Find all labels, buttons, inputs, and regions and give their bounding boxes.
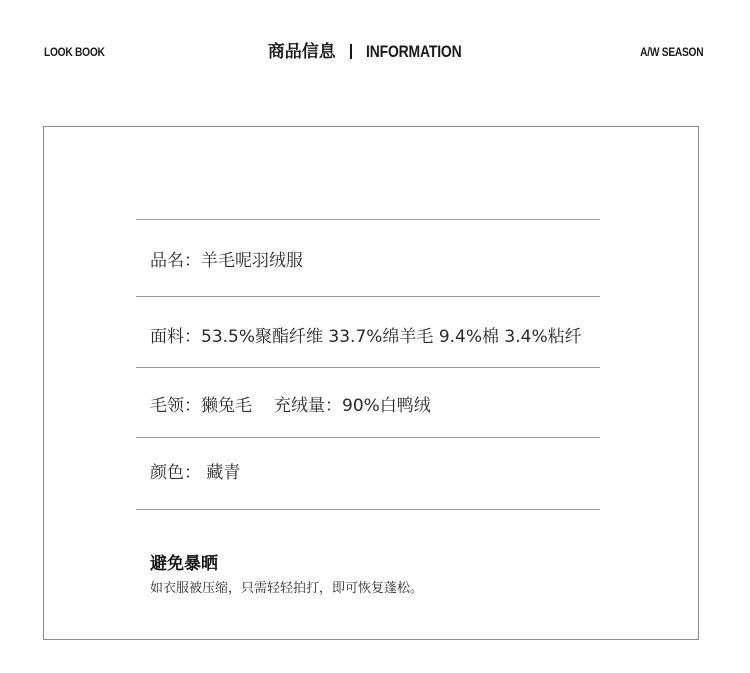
info-frame [43, 126, 699, 640]
care-title: 避免暴晒 [150, 554, 218, 574]
title-en: INFORMATION [365, 42, 462, 61]
color-row: 颜色： 藏青 [150, 463, 241, 483]
page-title [0, 40, 750, 64]
divider-line [136, 509, 600, 510]
title-cn: 商品信息 [267, 42, 336, 62]
collar-text: 毛领：獭兔毛 [150, 396, 252, 416]
care-text: 如衣服被压缩，只需轻轻拍打，即可恢复蓬松。 [150, 581, 424, 596]
product-name-row: 品名：羊毛呢羽绒服 [150, 251, 303, 271]
collar-filling-row [150, 395, 431, 417]
season-label: A/W SEASON [639, 45, 703, 59]
filling-text: 充绒量：90%白鸭绒 [274, 396, 431, 416]
title-divider [350, 44, 352, 59]
fabric-row: 面料：53.5%聚酯纤维 33.7%绵羊毛 9.4%棉 3.4%粘纤 [150, 327, 582, 347]
divider-line [136, 367, 600, 368]
divider-line [136, 437, 600, 438]
divider-line [136, 219, 600, 220]
look-book-label: LOOK BOOK [44, 45, 105, 59]
divider-line [136, 296, 600, 297]
